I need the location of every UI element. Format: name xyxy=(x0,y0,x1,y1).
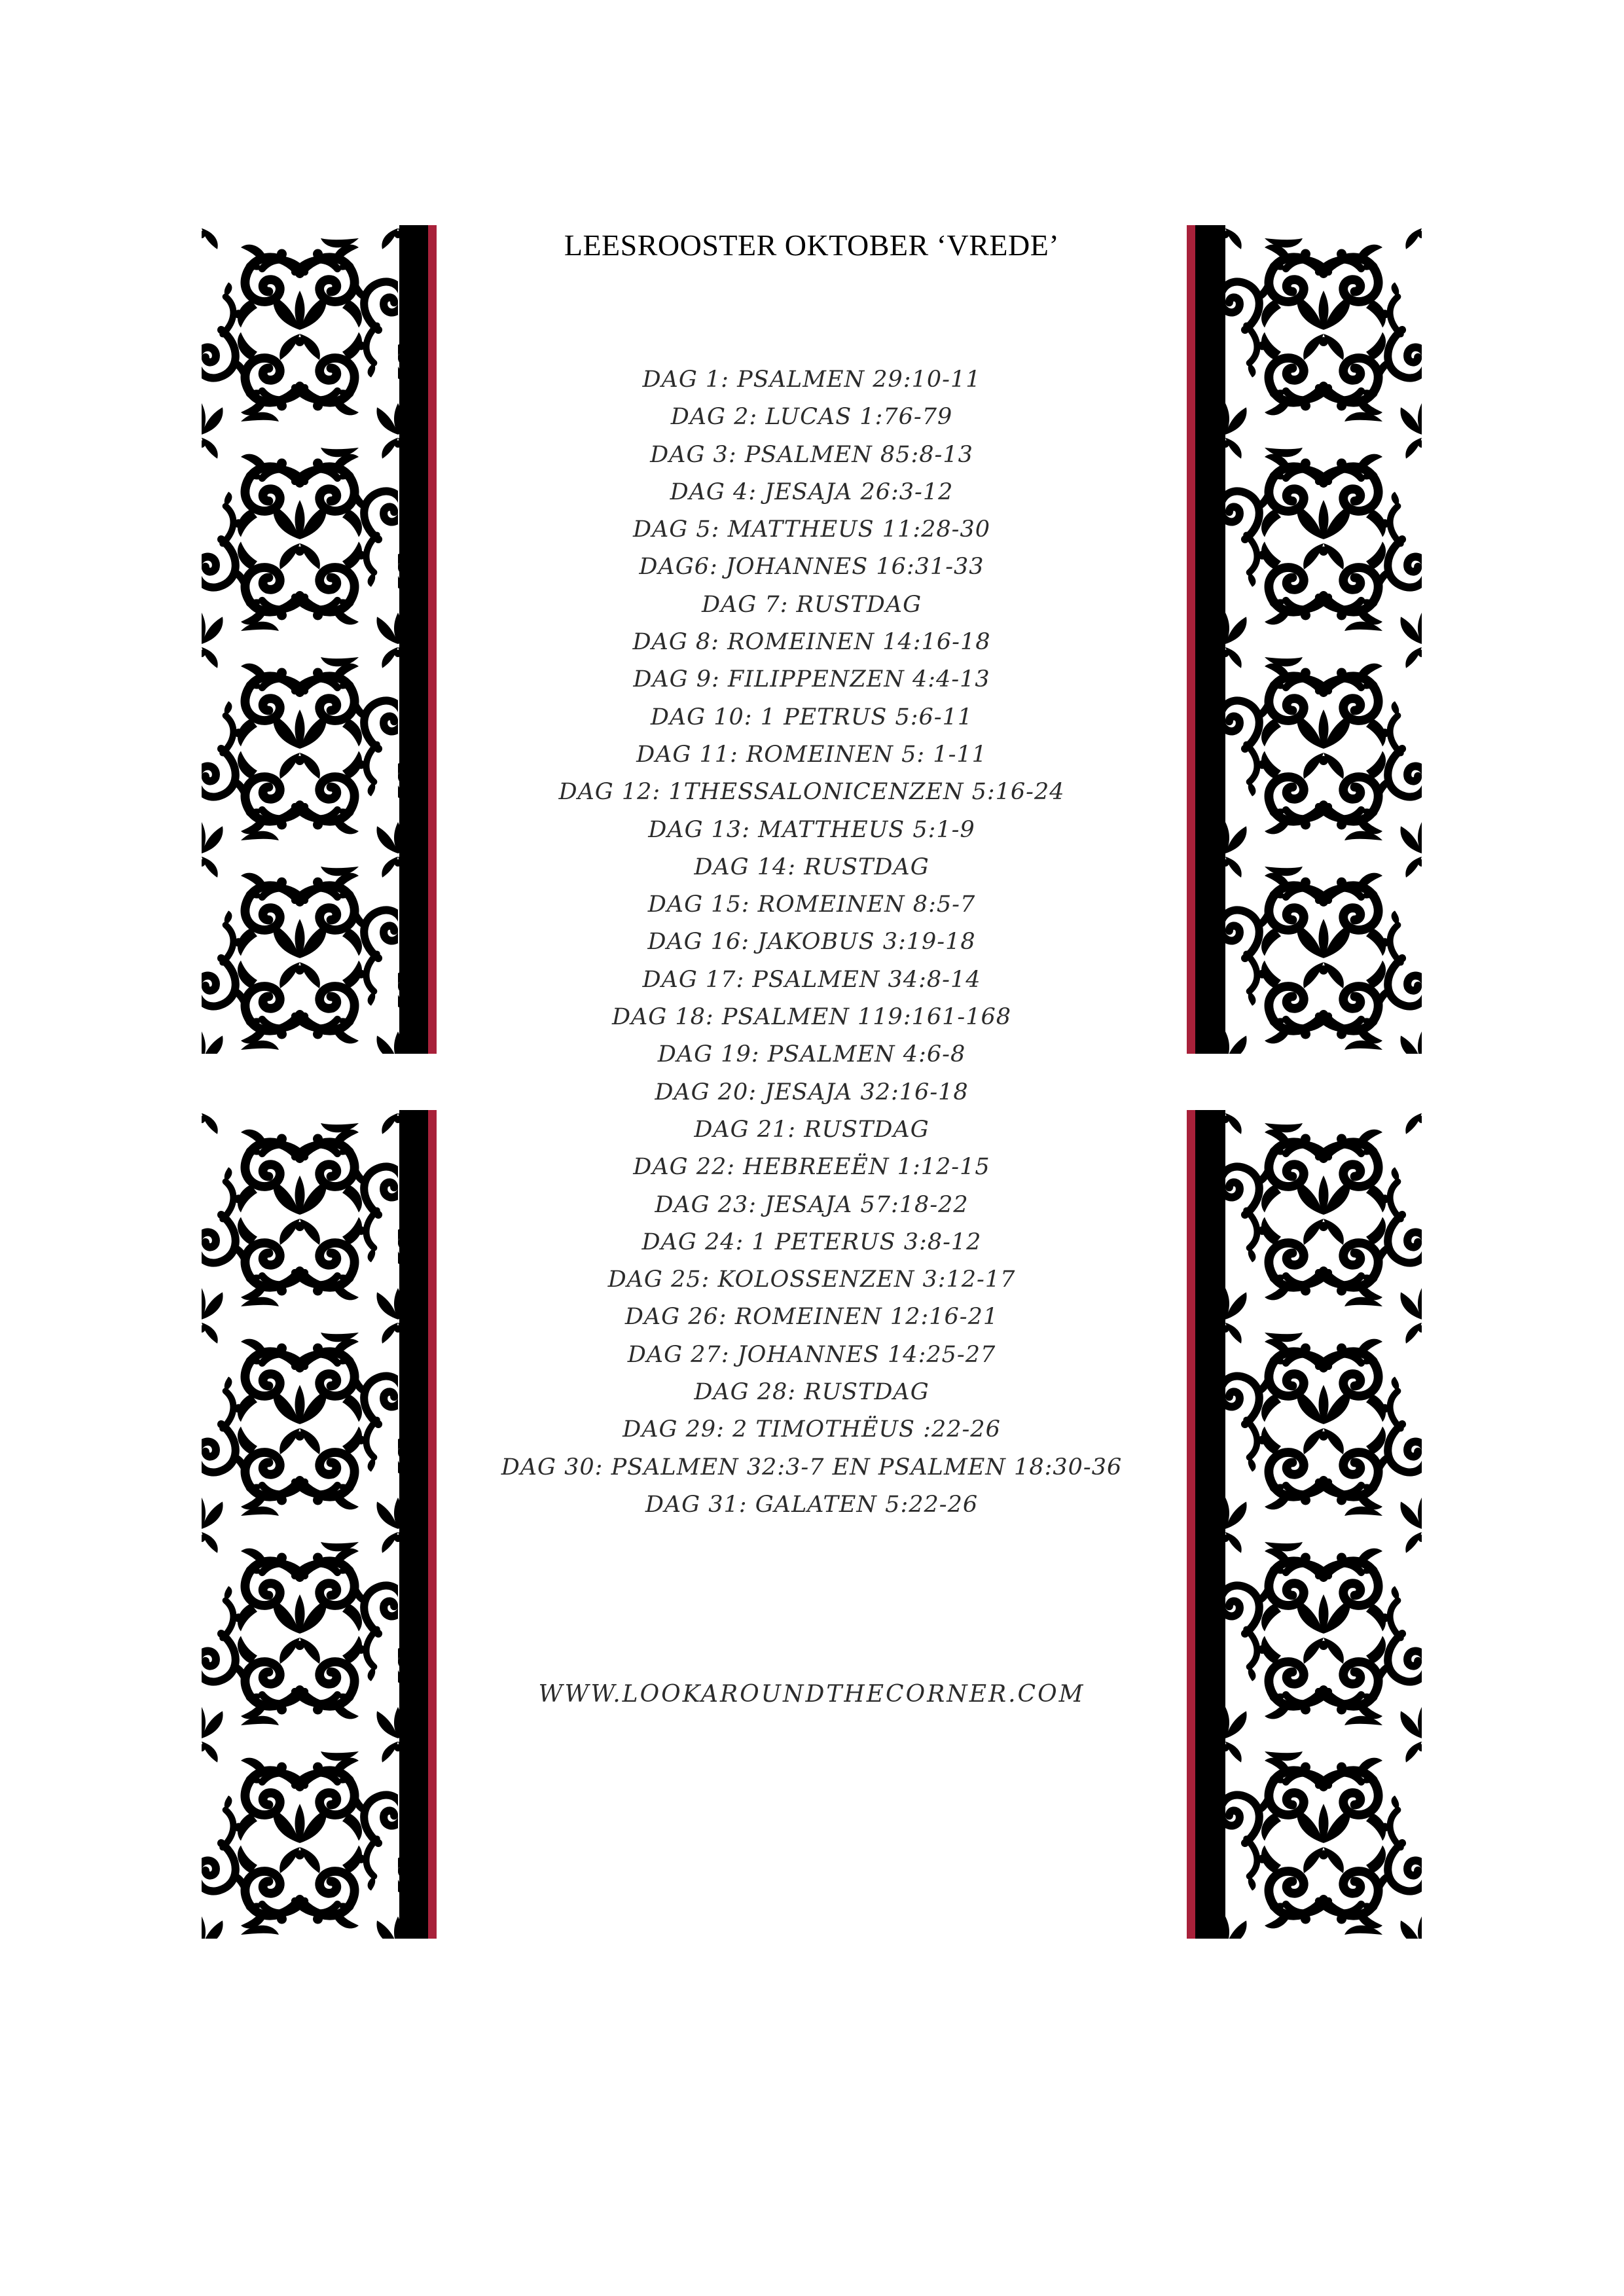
schedule-day-4: DAG 4: JESAJA 26:3-12 xyxy=(670,478,954,505)
schedule-day-2: DAG 2: LUCAS 1:76-79 xyxy=(670,404,953,431)
schedule-day-23: DAG 23: JESAJA 57:18-22 xyxy=(655,1191,969,1218)
schedule-day-31: DAG 31: GALATEN 5:22-26 xyxy=(645,1491,979,1518)
schedule-day-5: DAG 5: MATTHEUS 11:28-30 xyxy=(632,516,991,543)
schedule-day-9: DAG 9: FILIPPENZEN 4:4-13 xyxy=(633,666,990,693)
schedule-day-16: DAG 16: JAKOBUS 3:19-18 xyxy=(647,929,976,956)
schedule-day-15: DAG 15: ROMEINEN 8:5-7 xyxy=(647,891,976,918)
schedule-day-26: DAG 26: ROMEINEN 12:16-21 xyxy=(624,1304,999,1331)
schedule-day-1: DAG 1: PSALMEN 29:10-11 xyxy=(642,367,981,393)
page-title: LEESROOSTER OKTOBER ‘VREDE’ xyxy=(564,228,1060,262)
schedule-day-22: DAG 22: HEBREEËN 1:12-15 xyxy=(633,1154,990,1181)
schedule-day-13: DAG 13: MATTHEUS 5:1-9 xyxy=(648,816,975,843)
schedule-day-24: DAG 24: 1 PETERUS 3:8-12 xyxy=(641,1229,982,1255)
schedule-day-25: DAG 25: KOLOSSENZEN 3:12-17 xyxy=(607,1266,1016,1293)
schedule-day-29: DAG 29: 2 TIMOTHËUS :22-26 xyxy=(623,1416,1001,1443)
schedule-day-6: DAG6: JOHANNES 16:31-33 xyxy=(639,554,984,581)
schedule-day-18: DAG 18: PSALMEN 119:161-168 xyxy=(611,1004,1012,1031)
schedule-day-21: DAG 21: RUSTDAG xyxy=(694,1116,929,1143)
schedule-day-17: DAG 17: PSALMEN 34:8-14 xyxy=(642,966,981,993)
schedule-day-8: DAG 8: ROMEINEN 14:16-18 xyxy=(632,629,991,656)
schedule-day-14: DAG 14: RUSTDAG xyxy=(694,853,929,880)
schedule-day-19: DAG 19: PSALMEN 4:6-8 xyxy=(657,1041,966,1068)
schedule-day-28: DAG 28: RUSTDAG xyxy=(694,1379,929,1406)
schedule-day-20: DAG 20: JESAJA 32:16-18 xyxy=(655,1079,969,1105)
schedule-day-11: DAG 11: ROMEINEN 5: 1-11 xyxy=(636,741,987,768)
website-url: WWW.LOOKAROUNDTHECORNER.COM xyxy=(538,1681,1085,1708)
schedule-day-27: DAG 27: JOHANNES 14:25-27 xyxy=(627,1341,996,1368)
schedule-day-3: DAG 3: PSALMEN 85:8-13 xyxy=(650,441,973,468)
schedule-day-12: DAG 12: 1THESSALONICENZEN 5:16-24 xyxy=(558,779,1065,806)
schedule-day-7: DAG 7: RUSTDAG xyxy=(701,591,922,618)
schedule-day-10: DAG 10: 1 PETRUS 5:6-11 xyxy=(650,704,973,730)
schedule-day-30: DAG 30: PSALMEN 32:3-7 EN PSALMEN 18:30-36 xyxy=(501,1454,1123,1480)
reading-schedule xyxy=(367,361,1257,1524)
